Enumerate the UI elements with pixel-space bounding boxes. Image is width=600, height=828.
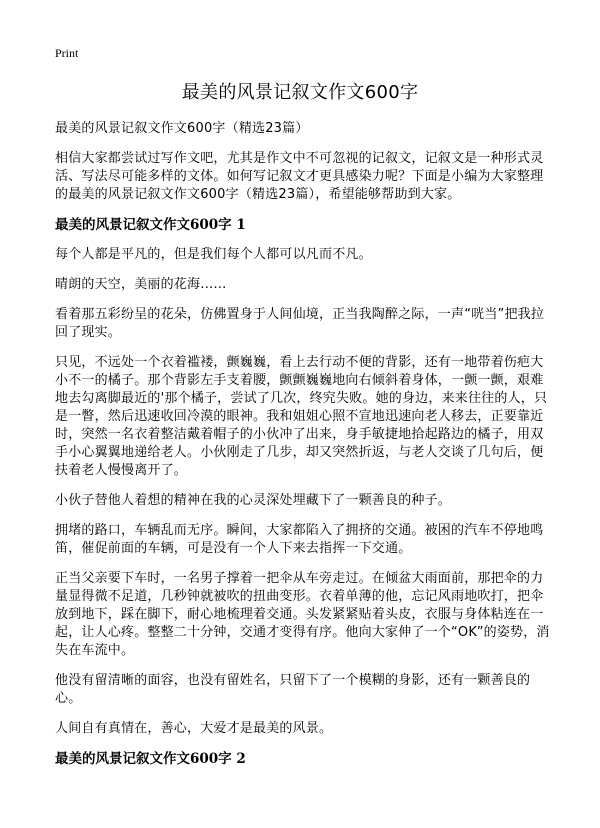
page-title: 最美的风景记叙文作文600字: [181, 82, 419, 103]
paragraph: 看着那五彩纷呈的花朵，仿佛置身于人间仙境，正当我陶醉之际，一声“咣当”把我拉回了现实。: [55, 307, 545, 340]
paragraph: 拥堵的路口，车辆乱而无序。瞬间，大家都陷入了拥挤的交通。被困的汽车不停地鸣笛，催促前面的车辆，可是没有一个人下来去指挥一下交通。: [55, 523, 544, 556]
section-heading-1: 最美的风景记叙文作文600字 1: [55, 217, 246, 233]
print-link[interactable]: Print: [55, 46, 79, 60]
paragraph: 正当父亲要下车时，一名男子撑着一把伞从车旁走过。在倾盆大雨面前，那把伞的力量显得微不足道，几秒钟就被吹的扭曲变形。衣着单薄的他，忘记风雨地吹打，把伞放到地下，踩在脚下，耐心地梳理着交通。头发紧紧贴着头皮，衣服与身体粘连在一起，让人心疼。整整二十分钟，交通才变得有序。他向大家伸了一个“OK”的姿势，消失在车流中。: [55, 571, 550, 658]
article-body: [55, 120, 555, 780]
paragraph: 每个人都是平凡的，但是我们每个人都可以凡而不凡。: [55, 247, 372, 262]
paragraph: 只见，不远处一个衣着褴褛，颤巍巍，看上去行动不便的背影，还有一地带着伤疤大小不一的橘子。那个背影左手支着腰，颤颤巍巍地向右倾斜着身体，一颤一颤，艰难地去勾离脚最近的'那个橘子，尝试了几次，终究失败。她的身边，来来往往的人，只是一瞥，然后迅速收回冷漠的眼神。我和姐姐心照不宣地迅速向老人移去，正要靠近时，突然一名衣着整洁戴着帽子的小伙冲了出来，身手敏捷地拾起路边的橘子，用双手小心翼翼地递给老人。小伙刚走了几步，却又突然折返，与老人交谈了几句后，便扶着老人慢慢离开了。: [55, 355, 548, 478]
paragraph: 人间自有真情在，善心，大爱才是最美的风景。: [55, 721, 333, 736]
intro-paragraph: 相信大家都尝试过写作文吧，尤其是作文中不可忽视的记叙文，记叙文是一种形式灵活、写法尽可能多样的文体。如何写记叙文才更具感染力呢？下面是小编为大家整理的最美的风景记叙文作文600字（精选23篇），希望能够帮助到大家。: [55, 151, 544, 202]
paragraph: 小伙子替他人着想的精神在我的心灵深处埋藏下了一颗善良的种子。: [55, 493, 452, 508]
section-heading-2: 最美的风景记叙文作文600字 2: [55, 751, 246, 767]
article-subtitle: 最美的风景记叙文作文600字（精选23篇）: [55, 121, 309, 136]
paragraph: 晴朗的天空，美丽的花海……: [55, 277, 227, 292]
paragraph: 他没有留清晰的面容，也没有留姓名，只留下了一个模糊的身影，还有一颗善良的心。: [55, 673, 531, 706]
